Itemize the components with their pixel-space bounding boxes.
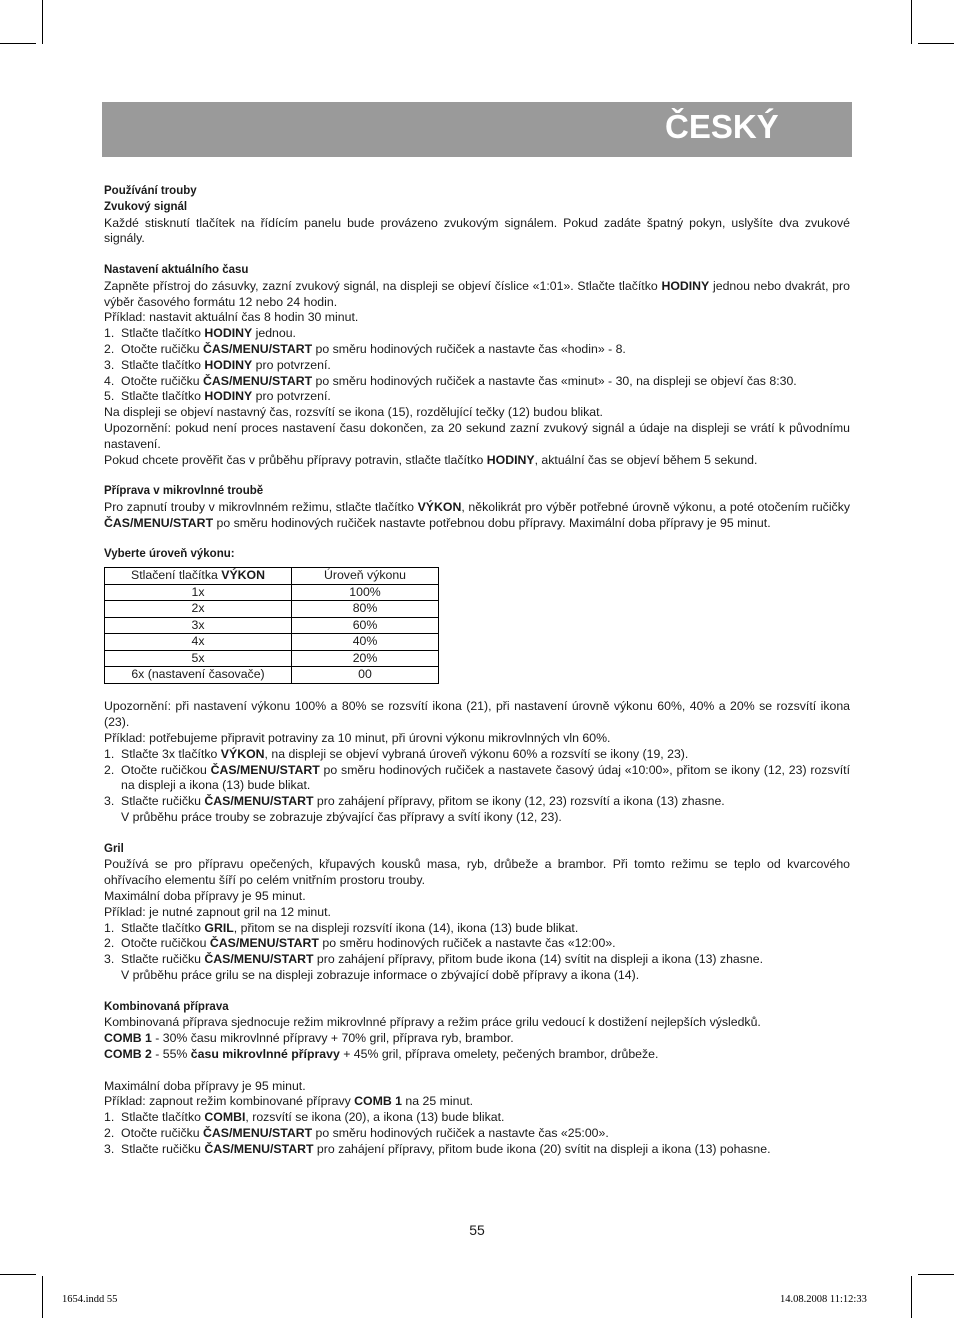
power-level-table	[104, 567, 439, 684]
paragraph: Zapněte přístroj do zásuvky, zazní zvukový signál, na displeji se objeví číslice «1:01». Stlačte tlačítko HODINY jednou nebo dvakrát, pro výběr časového formátu 12 nebo 24 hodin.	[104, 278, 850, 309]
table-row	[105, 584, 439, 601]
paragraph: COMB 1 - 30% času mikrovlnné přípravy + 70% gril, příprava ryb, brambor.	[104, 1031, 514, 1046]
crop-mark	[918, 43, 954, 44]
table-cell: 6x (nastavení časovače)	[105, 667, 292, 684]
paragraph: Maximální doba přípravy je 95 minut.	[104, 1078, 306, 1093]
crop-mark	[0, 43, 36, 44]
table-cell: 100%	[292, 584, 439, 601]
section-heading: Gril	[104, 842, 124, 855]
table-header-cell: Úroveň výkonu	[292, 568, 439, 585]
paragraph: Upozornění: pokud není proces nastavení času dokončen, za 20 sekund zazní zvukový signál a údaje na displeji se vrátí k původnímu nastavení.	[104, 420, 850, 451]
paragraph: Pokud chcete prověřit čas v průběhu přípravy potravin, stlačte tlačítko HODINY, aktuální čas se objeví během 5 sekund.	[104, 452, 758, 467]
step-list	[104, 747, 850, 810]
paragraph: Kombinovaná příprava sjednocuje režim mikrovlnné přípravy a režim práce grilu vedoucí k dostižení nejlepších výsledků.	[104, 1015, 761, 1030]
paragraph: Maximální doba přípravy je 95 minut.	[104, 888, 306, 903]
list-item: 3. Stlačte tlačítko HODINY pro potvrzení.	[104, 357, 331, 372]
paragraph: Upozornění: při nastavení výkonu 100% a 80% se rozsvítí ikona (21), při nastavení úrovně výkonu 60%, 40% a 20% se rozsvítí ikona (23).	[104, 699, 850, 730]
paragraph: Každé stisknutí tlačítek na řídícím panelu bude provázeno zvukovým signálem. Pokud zadáte špatný pokyn, uslyšíte dva zvukové signály.	[104, 215, 850, 246]
crop-mark	[0, 1274, 36, 1275]
paragraph: Příklad: nastavit aktuální čas 8 hodin 30 minut.	[104, 310, 359, 325]
list-item: 2. Otočte ručičkou ČAS/MENU/START po směru hodinových ručiček a nastavete časový údaj «10:00», přitom se ikony (12, 23) rozsvítí na displeji a ikona (13) bude blikat.	[104, 762, 850, 793]
crop-mark	[42, 1276, 43, 1318]
list-item: 1. Stlačte tlačítko COMBI, rozsvítí se ikona (20), a ikona (13) bude blikat.	[104, 1110, 505, 1125]
table-cell: 00	[292, 667, 439, 684]
table-cell: 60%	[292, 617, 439, 634]
table-cell: 40%	[292, 634, 439, 651]
table-cell: 80%	[292, 601, 439, 618]
list-item: 2. Otočte ručičku ČAS/MENU/START po směru hodinových ručiček a nastavte čas «25:00».	[104, 1125, 609, 1140]
list-item: 1. Stlačte tlačítko GRIL, přitom se na displeji rozsvítí ikona (14), ikona (13) bude blikat.	[104, 920, 579, 935]
section-heading: Kombinovaná příprava	[104, 1000, 229, 1013]
list-item: 5. Stlačte tlačítko HODINY pro potvrzení.	[104, 389, 331, 404]
table-row	[105, 634, 439, 651]
step-list	[104, 921, 850, 968]
crop-mark	[42, 0, 43, 44]
list-item: 2. Otočte ručičku ČAS/MENU/START po směru hodinových ručiček a nastavte čas «hodin» - 8.	[104, 341, 626, 356]
table-cell: 1x	[105, 584, 292, 601]
table-row	[105, 667, 439, 684]
section-heading: Vyberte úroveň výkonu:	[104, 548, 235, 561]
list-item: 3. Stlačte ručičku ČAS/MENU/START pro zahájení přípravy, přitom bude ikona (20) svítit na displeji a ikona (13) pohasne.	[104, 1141, 771, 1156]
crop-mark	[911, 0, 912, 44]
paragraph: Příklad: je nutné zapnout gril na 12 minut.	[104, 904, 331, 919]
list-item: 4. Otočte ručičku ČAS/MENU/START po směru hodinových ručiček a nastavte čas «minut» - 30, na displeji se objeví čas 8:30.	[104, 373, 797, 388]
table-cell: 20%	[292, 650, 439, 667]
paragraph: V průběhu práce trouby se zobrazuje zbývající čas přípravy a svítí ikony (12, 23).	[121, 810, 562, 824]
paragraph: Na displeji se objeví nastavný čas, rozsvítí se ikona (15), rozdělující tečky (12) budou blikat.	[104, 405, 603, 420]
print-slug-date: 14.08.2008 11:12:33	[780, 1294, 867, 1305]
paragraph: COMB 2 - 55% času mikrovlnné přípravy + 45% gril, příprava omelety, pečených brambor, drůbeže.	[104, 1046, 659, 1061]
table-row	[105, 650, 439, 667]
table-row	[105, 617, 439, 634]
paragraph: V průběhu práce grilu se na displeji zobrazuje informace o zbývající době přípravy a ikona (14).	[121, 967, 640, 982]
crop-mark	[911, 1276, 912, 1318]
section-heading: Zvukový signál	[104, 200, 188, 213]
page-title: ČESKÝ	[665, 108, 779, 145]
paragraph: Příklad: potřebujeme připravit potraviny za 10 minut, při úrovni výkonu mikrovlnných vln 60%.	[104, 731, 611, 746]
table-header-cell: Stlačení tlačítka VÝKON	[105, 568, 292, 585]
table-cell: 5x	[105, 650, 292, 667]
table-row	[105, 601, 439, 618]
main-content	[104, 184, 850, 1158]
list-item: 1. Stlačte 3x tlačítko VÝKON, na displeji se objeví vybraná úroveň výkonu 60% a rozsvítí se ikony (19, 23).	[104, 746, 689, 761]
section-heading: Používání trouby	[104, 185, 197, 197]
list-item: 1. Stlačte tlačítko HODINY jednou.	[104, 326, 296, 341]
page-number: 55	[469, 1222, 485, 1238]
step-list	[104, 326, 850, 405]
paragraph: Pro zapnutí trouby v mikrovlnném režimu, stlačte tlačítko VÝKON, několikrát pro výběr potřebné úrovně výkonu, a poté otočením ručičky ČAS/MENU/START po směru hodinových ručiček nastavte potřebnou dobu přípravy. Maximální doba přípravy je 95 minut.	[104, 499, 850, 530]
table-cell: 4x	[105, 634, 292, 651]
list-item: 2. Otočte ručičkou ČAS/MENU/START po směru hodinových ručiček a nastavte čas «12:00».	[104, 936, 616, 951]
step-list	[104, 1110, 850, 1157]
table-cell: 2x	[105, 601, 292, 618]
table-header-row	[105, 568, 439, 585]
paragraph: Příklad: zapnout režim kombinované přípravy COMB 1 na 25 minut.	[104, 1094, 474, 1109]
section-heading: Příprava v mikrovlnné troubě	[104, 485, 264, 498]
section-heading: Nastavení aktuálního času	[104, 263, 249, 276]
list-item: 3. Stlačte ručičku ČAS/MENU/START pro zahájení přípravy, přitom bude ikona (14) svítit na displeji a ikona (13) zhasne.	[104, 952, 763, 967]
list-item: 3. Stlačte ručičku ČAS/MENU/START pro zahájení přípravy, přitom se ikony (12, 23) rozsvítí a ikona (13) zhasne.	[104, 794, 725, 809]
crop-mark	[918, 1274, 954, 1275]
paragraph: Používá se pro přípravu opečených, křupavých kousků masa, ryb, drůbeže a brambor. Při tomto režimu se teplo od kvarcového ohřívacího elementu šíří po celém vnitřním prostoru trouby.	[104, 857, 850, 888]
print-slug-file: 1654.indd 55	[62, 1294, 118, 1305]
table-cell: 3x	[105, 617, 292, 634]
